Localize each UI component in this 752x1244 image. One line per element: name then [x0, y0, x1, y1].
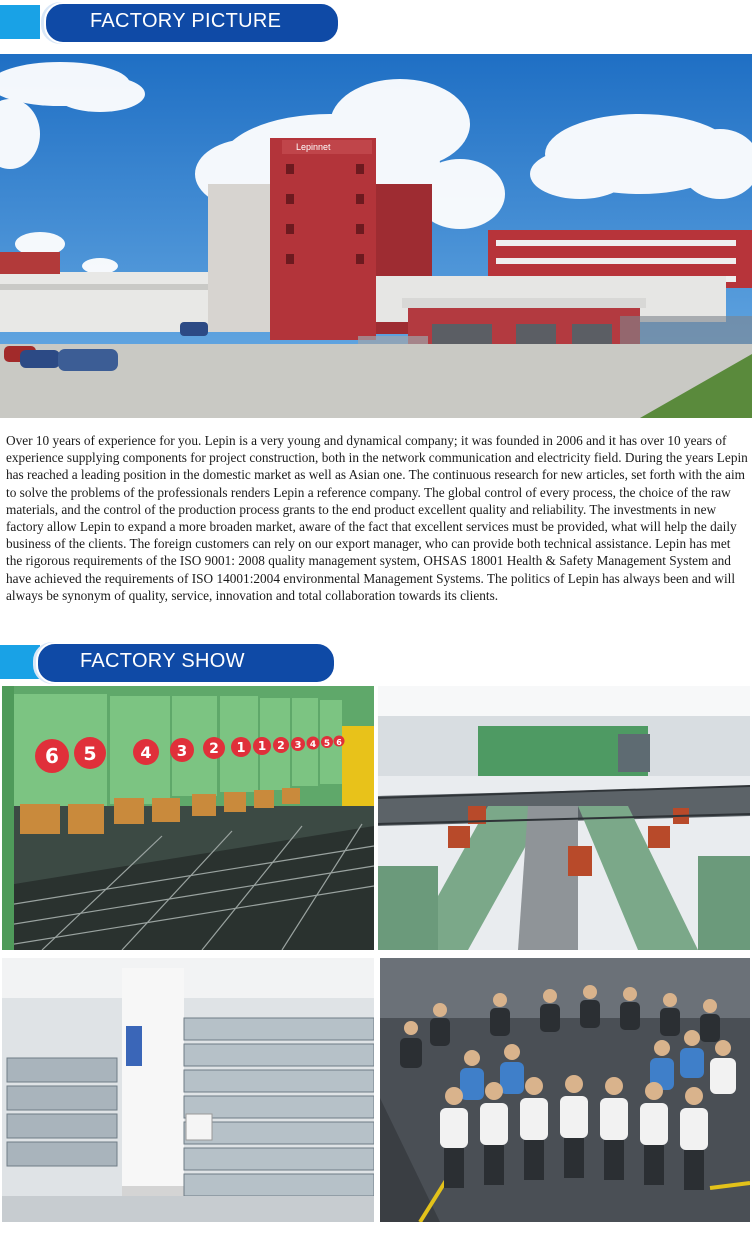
header-accent-bar [0, 5, 40, 39]
machine-number: 4 [140, 743, 152, 762]
production-line-photo [378, 686, 750, 950]
welding-machines-photo [2, 686, 374, 950]
machine-number: 3 [294, 740, 302, 751]
factory-picture-header [0, 2, 752, 42]
machine-number: 1 [257, 739, 267, 753]
machine-number: 6 [45, 744, 59, 768]
factory-show-header [0, 642, 752, 682]
machine-number: 5 [83, 743, 97, 765]
company-description: Over 10 years of experience for you. Lepin is a very young and dynamical company; it was founded in 2006 and it has over 10 years of experience supplying components for project construction, both in the network communication and electricity field. During the years Lepin has reached a leading position in the domestic market as well as Asian one. The continuous research for new articles, set forth with the aim to solve the problems of the professionals renders Lepin a reference company. The global control of every process, the choice of the raw materials, and the control of the production process grants to the end product excellent quality and reliability. The investments in new factory allow Lepin to expand a more broaden market, aware of the fact that excellent services must be provided, what will help the daily business of the clients. The foreign customers can rely on our export manager, who can provide both technical assistance. Lepin has met the rigorous requirements of the ISO 9001: 2008 quality management system, OHSAS 18001 Health & Safety Management System and have achieved the requirements of ISO 14001:2004 environmental Management Systems. The politics of Lepin has always been and will always be synonym of quality, service, innovation and total collaboration towards its clients. [6, 433, 748, 603]
machine-number: 4 [309, 740, 317, 750]
machine-number: 1 [236, 741, 246, 756]
header-accent-bar [0, 645, 40, 679]
cable-tray-warehouse-photo [2, 958, 374, 1222]
machine-number: 2 [277, 739, 285, 752]
factory-building-photo [0, 54, 752, 418]
machine-number: 2 [209, 741, 219, 757]
machine-number: 3 [176, 742, 188, 760]
machine-number: 5 [323, 739, 331, 749]
factory-picture-title: FACTORY PICTURE [90, 10, 282, 32]
machine-number: 6 [336, 738, 342, 747]
staff-team-photo [380, 958, 750, 1222]
factory-show-title: FACTORY SHOW [80, 650, 245, 672]
building-sign: Lepinnet [296, 142, 331, 152]
